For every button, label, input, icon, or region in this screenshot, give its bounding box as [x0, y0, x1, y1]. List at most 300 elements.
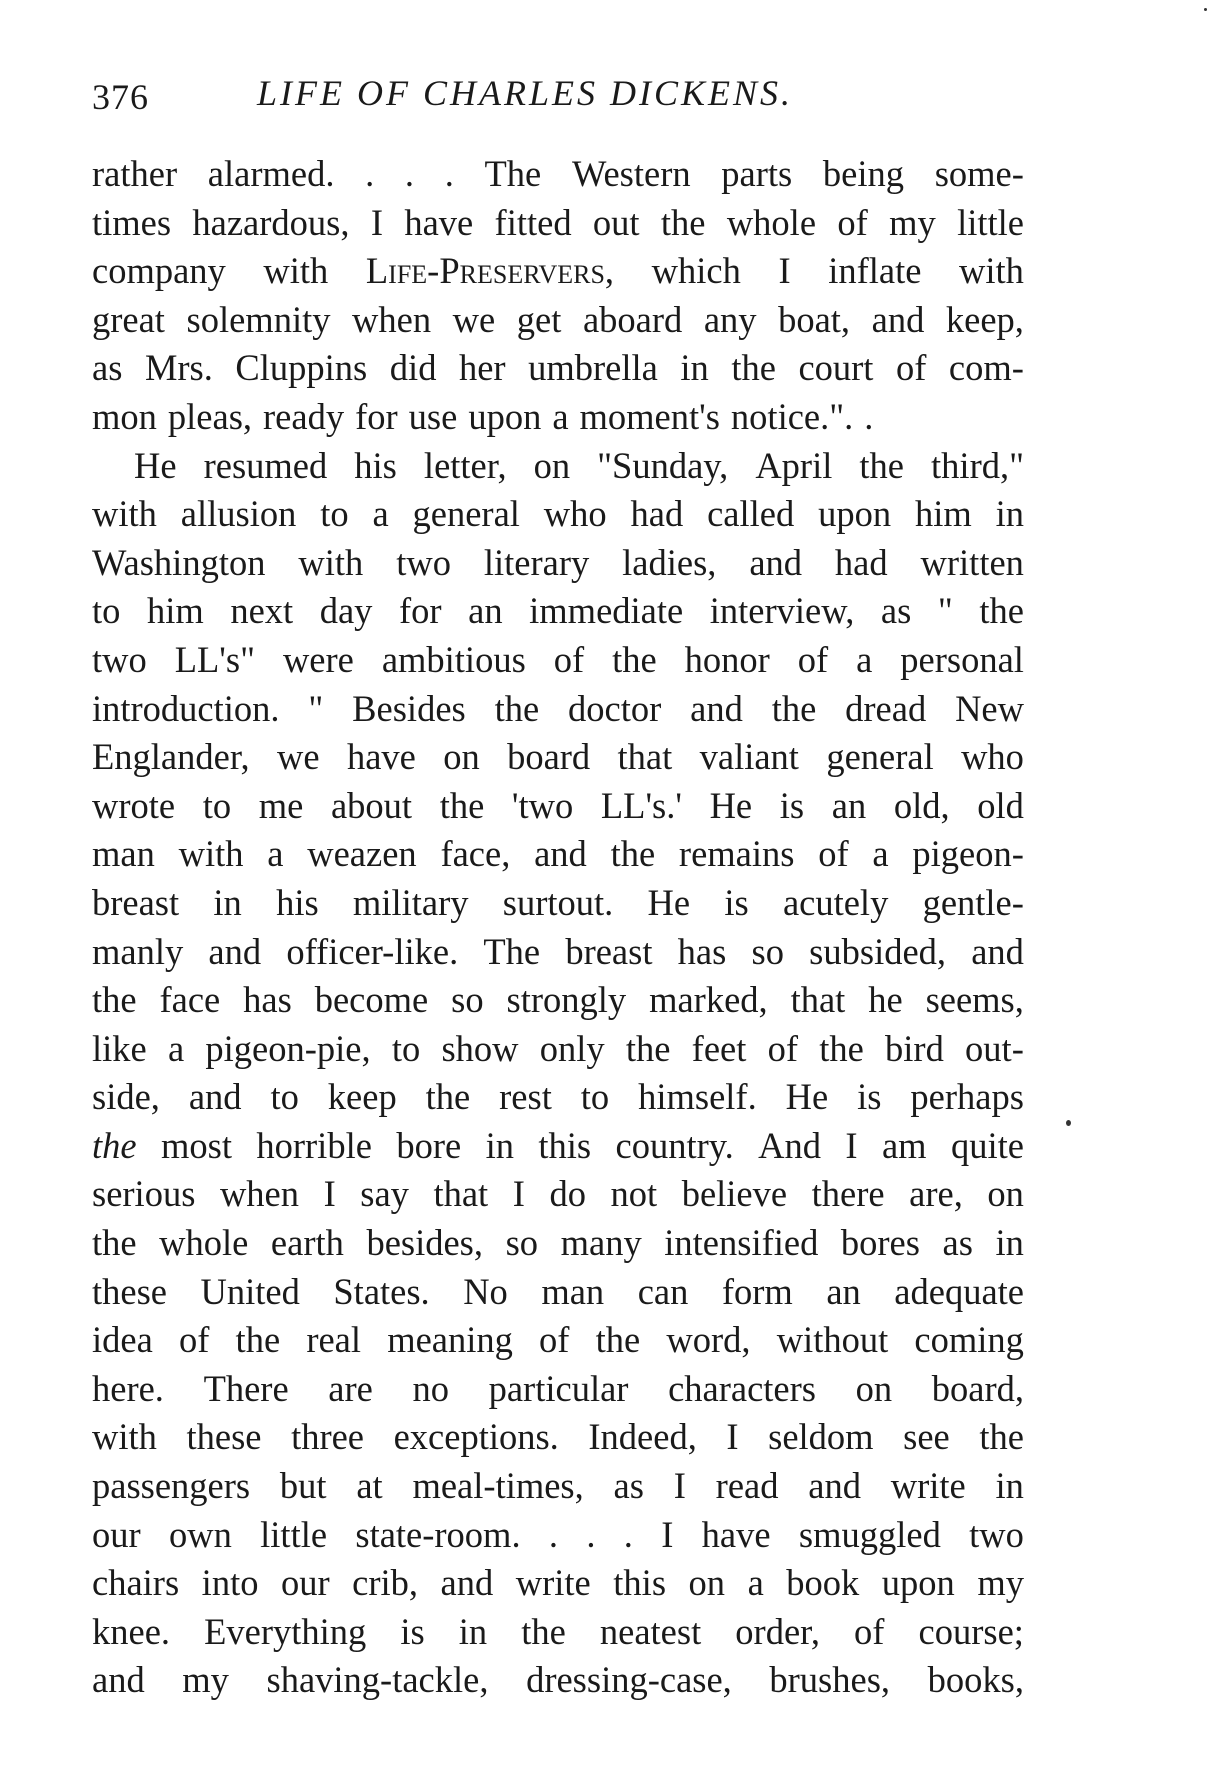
word: on	[443, 736, 480, 778]
word: have	[701, 1513, 771, 1555]
word: Indeed,	[588, 1416, 697, 1458]
word: .	[864, 395, 874, 437]
word: my	[977, 1562, 1024, 1604]
word: into	[201, 1562, 259, 1604]
word: doctor	[568, 687, 662, 729]
word: He	[785, 1076, 829, 1118]
word: but	[279, 1465, 327, 1507]
word: knee.	[92, 1610, 171, 1652]
word: moment's	[579, 395, 720, 437]
word: boat,	[778, 298, 851, 340]
word: read	[715, 1465, 779, 1507]
word: any	[703, 298, 757, 340]
word: is	[779, 784, 805, 826]
word: solemnity	[186, 298, 331, 340]
word: the	[859, 444, 904, 486]
word: allusion	[180, 493, 297, 535]
word: idea	[92, 1319, 153, 1361]
word: are	[328, 1367, 373, 1409]
word: interview,	[709, 590, 855, 632]
word: smuggled	[798, 1513, 941, 1555]
paragraph-start-line	[92, 442, 1024, 491]
word: for	[399, 590, 442, 632]
word: third,"	[931, 444, 1024, 486]
word: perhaps	[910, 1076, 1024, 1118]
word: man	[541, 1270, 605, 1312]
word: books,	[927, 1659, 1024, 1701]
word: for	[355, 395, 398, 437]
word: crib,	[352, 1562, 419, 1604]
word: can	[637, 1270, 689, 1312]
word: at	[356, 1465, 383, 1507]
word: to	[92, 590, 121, 632]
word: Life-Preservers,	[365, 250, 615, 292]
text-line	[92, 636, 1024, 685]
word: Cluppins	[235, 347, 368, 389]
word: to	[320, 493, 349, 535]
word: out-	[965, 1027, 1024, 1069]
word: in	[995, 1465, 1024, 1507]
word: most	[160, 1124, 232, 1166]
word: on	[987, 1173, 1024, 1215]
word: real	[306, 1319, 362, 1361]
word: bore	[396, 1124, 462, 1166]
word: him	[914, 493, 972, 535]
text-line	[92, 247, 1024, 296]
word: two	[92, 638, 147, 680]
word: mon	[92, 395, 157, 437]
word: "	[937, 590, 953, 632]
text-line	[92, 1462, 1024, 1511]
word: court	[798, 347, 874, 389]
word: the	[979, 590, 1024, 632]
word: inflate	[828, 250, 922, 292]
word: himself.	[638, 1076, 757, 1118]
word: .	[444, 153, 454, 194]
word: hazardous,	[192, 201, 350, 243]
word: believe	[681, 1173, 788, 1215]
word: Besides	[352, 687, 466, 729]
word: personal	[900, 638, 1024, 680]
word: face,	[440, 833, 511, 875]
word: were	[282, 638, 354, 680]
text-line	[92, 150, 1024, 199]
word: of	[539, 1319, 570, 1361]
word: He	[709, 784, 753, 826]
word: the	[425, 1076, 471, 1118]
word: upon	[468, 395, 542, 437]
scan-speck	[1204, 8, 1207, 11]
word: country.	[615, 1124, 734, 1166]
word: had	[630, 493, 684, 535]
word: rather	[92, 153, 178, 194]
word: No	[463, 1270, 508, 1312]
word: the	[979, 1416, 1024, 1458]
word: is	[724, 881, 749, 923]
word: adequate	[894, 1270, 1024, 1312]
word: exceptions.	[393, 1416, 559, 1458]
word: so	[451, 979, 484, 1021]
word: great	[92, 298, 165, 340]
word: bores	[840, 1222, 920, 1264]
word: pigeon-pie,	[205, 1027, 371, 1069]
word: marked,	[649, 979, 768, 1021]
word: next	[230, 590, 294, 632]
word: in	[485, 1124, 514, 1166]
running-head: LIFE OF CHARLES DICKENS.	[257, 73, 793, 113]
word: the	[92, 1124, 137, 1166]
word: an	[831, 784, 867, 826]
word: no	[412, 1367, 449, 1409]
word: do	[549, 1173, 586, 1215]
word: of	[854, 1610, 885, 1652]
text-line	[92, 199, 1024, 248]
word: the	[612, 638, 657, 680]
word: strongly	[506, 979, 627, 1021]
word: He	[134, 444, 177, 486]
word: valiant	[699, 736, 799, 778]
word: the	[660, 201, 706, 243]
word: as	[613, 1465, 644, 1507]
word: book	[786, 1562, 860, 1604]
word: with	[178, 833, 244, 875]
word: 'two	[511, 784, 574, 826]
word: and	[188, 1076, 242, 1118]
word: write	[890, 1465, 966, 1507]
word: surtout.	[502, 881, 614, 923]
word: face	[159, 979, 221, 1021]
word: aboard	[582, 298, 683, 340]
word: The	[484, 153, 542, 194]
word: Everything	[204, 1610, 367, 1652]
word: bird	[885, 1027, 944, 1069]
word: quite	[950, 1124, 1024, 1166]
word: breast	[92, 881, 180, 923]
word: as	[92, 347, 123, 389]
word: her	[458, 347, 506, 389]
word: in	[995, 1222, 1024, 1264]
word: I	[778, 250, 791, 292]
word: times	[92, 201, 172, 243]
word: who	[543, 493, 607, 535]
text-line	[92, 1559, 1024, 1608]
word: pigeon-	[912, 833, 1024, 875]
word: as	[942, 1222, 973, 1264]
word: am	[881, 1124, 927, 1166]
word: state-room.	[355, 1513, 521, 1555]
word: breast	[565, 930, 653, 972]
word: little	[260, 1513, 328, 1555]
word: and	[208, 930, 262, 972]
word: of	[895, 347, 927, 389]
word: like	[92, 1027, 147, 1069]
word: a	[872, 833, 889, 875]
text-line	[92, 1656, 1024, 1705]
word: a	[267, 833, 284, 875]
word: I	[370, 201, 383, 243]
text-line	[92, 296, 1024, 345]
word: his	[276, 881, 319, 923]
word: dread	[845, 687, 927, 729]
word: to	[580, 1076, 610, 1118]
page-number: 376	[92, 77, 149, 117]
word: the	[771, 687, 817, 729]
word: brushes,	[769, 1659, 891, 1701]
word: on	[855, 1367, 893, 1409]
word: there	[811, 1173, 885, 1215]
word: introduction.	[92, 687, 280, 729]
text-line	[92, 1122, 1024, 1171]
word: upon	[818, 493, 892, 535]
word: many	[560, 1222, 642, 1264]
word: get	[516, 298, 562, 340]
word: the	[235, 1319, 281, 1361]
word: see	[903, 1416, 950, 1458]
word: umbrella	[528, 347, 658, 389]
text-line	[92, 976, 1024, 1025]
word: these	[186, 1416, 262, 1458]
word: officer-like.	[286, 930, 459, 972]
word: alarmed.	[207, 153, 335, 194]
text-line	[92, 928, 1024, 977]
word: old	[977, 784, 1024, 826]
word: being	[822, 153, 905, 194]
word: Washington	[92, 541, 266, 583]
word: .	[623, 1513, 633, 1555]
word: April	[755, 444, 833, 486]
word: weazen	[307, 833, 417, 875]
text-line	[92, 830, 1024, 879]
word: ladies,	[622, 541, 717, 583]
word: ambitious	[381, 638, 526, 680]
word: have	[404, 201, 474, 243]
word: the	[731, 347, 776, 389]
word: which	[651, 250, 741, 292]
word: not	[610, 1173, 658, 1215]
word: subsided,	[809, 930, 947, 972]
word: and	[871, 298, 925, 340]
word: this	[538, 1124, 592, 1166]
word: with	[92, 493, 157, 535]
word: in	[995, 493, 1024, 535]
word: become	[314, 979, 429, 1021]
word: as	[880, 590, 912, 632]
word: serious	[92, 1173, 196, 1215]
word: when	[352, 298, 432, 340]
word: form	[721, 1270, 793, 1312]
word: and	[440, 1562, 494, 1604]
word: United	[200, 1270, 300, 1312]
word: literary	[483, 541, 590, 583]
word: letter,	[423, 444, 507, 486]
word: The	[483, 930, 541, 972]
word: meal-times,	[412, 1465, 584, 1507]
word: neatest	[599, 1610, 702, 1652]
word: the	[92, 1222, 137, 1264]
word: wrote	[92, 784, 176, 826]
word: characters	[668, 1367, 816, 1409]
word: besides,	[366, 1222, 484, 1264]
word: with	[298, 541, 364, 583]
text-line	[92, 490, 1024, 539]
text-line	[92, 733, 1024, 782]
word: I	[726, 1416, 739, 1458]
word: with	[959, 250, 1024, 292]
word: of	[797, 638, 829, 680]
word: the	[595, 1319, 641, 1361]
word: the	[494, 687, 540, 729]
word: the	[92, 979, 137, 1021]
word: .	[404, 153, 415, 194]
word: keep	[327, 1076, 397, 1118]
word: side,	[92, 1076, 160, 1118]
word: seems,	[925, 979, 1024, 1021]
word: is	[857, 1076, 882, 1118]
word: that	[433, 1173, 489, 1215]
word: to	[202, 784, 232, 826]
word: .	[548, 1513, 559, 1555]
word: write	[515, 1562, 591, 1604]
word: word,	[666, 1319, 751, 1361]
text-line	[92, 1268, 1024, 1317]
word: on	[533, 444, 571, 486]
text-line	[92, 1219, 1024, 1268]
word: general	[412, 493, 520, 535]
word: earth	[270, 1222, 344, 1264]
word: we	[277, 736, 320, 778]
word: whole	[726, 201, 817, 243]
word: that	[790, 979, 846, 1021]
word: without	[776, 1319, 889, 1361]
text-line	[92, 879, 1024, 928]
word: LL's.'	[600, 784, 682, 826]
word: our	[92, 1513, 141, 1555]
word: I	[845, 1124, 858, 1166]
text-line	[92, 1316, 1024, 1365]
scan-speck	[1066, 1120, 1071, 1126]
word: are,	[909, 1173, 963, 1215]
word: use	[408, 395, 458, 437]
word: two	[969, 1513, 1024, 1555]
text-line	[92, 1170, 1024, 1219]
word: board,	[931, 1367, 1024, 1409]
word: an	[468, 590, 503, 632]
word: in	[458, 1610, 488, 1652]
text-line	[92, 1025, 1024, 1074]
word: "	[308, 687, 324, 729]
word: dressing-case,	[526, 1659, 732, 1701]
word: I	[323, 1173, 336, 1215]
text-line	[92, 393, 1024, 442]
text-line	[92, 1365, 1024, 1414]
word: immediate	[529, 590, 684, 632]
word: an	[826, 1270, 861, 1312]
word: fitted	[494, 201, 572, 243]
word: a	[856, 638, 873, 680]
word: of	[553, 638, 585, 680]
word: him	[146, 590, 204, 632]
word: three	[291, 1416, 365, 1458]
word: order,	[735, 1610, 820, 1652]
word: of	[837, 201, 868, 243]
word: day	[319, 590, 373, 632]
word: the	[610, 833, 656, 875]
word: shaving-tackle,	[266, 1659, 489, 1701]
word: some-	[934, 153, 1024, 194]
word: and	[534, 833, 587, 875]
word: of	[818, 833, 849, 875]
word: And	[758, 1124, 822, 1166]
word: Mrs.	[144, 347, 213, 389]
word: written	[920, 541, 1024, 583]
word: of	[767, 1027, 798, 1069]
word: particular	[488, 1367, 629, 1409]
word: I	[661, 1513, 674, 1555]
word: of	[178, 1319, 210, 1361]
word: Englander,	[92, 736, 250, 778]
word: seldom	[768, 1416, 874, 1458]
word: old,	[893, 784, 950, 826]
word: a	[552, 395, 569, 437]
word: in	[213, 881, 242, 923]
word: and	[808, 1465, 861, 1507]
word: manly	[92, 930, 184, 972]
word: board	[507, 736, 591, 778]
text-line	[92, 1413, 1024, 1462]
word: my	[182, 1659, 229, 1701]
word: course;	[918, 1610, 1024, 1652]
word: me	[258, 784, 304, 826]
word: in	[680, 347, 709, 389]
word: horrible	[256, 1124, 372, 1166]
word: a	[167, 1027, 185, 1069]
word: man	[92, 833, 155, 875]
word: I	[673, 1465, 686, 1507]
word: and	[690, 687, 743, 729]
word: we	[452, 298, 496, 340]
word: whole	[159, 1222, 249, 1264]
word: There	[203, 1367, 289, 1409]
word: little	[957, 201, 1024, 243]
word: com-	[948, 347, 1024, 389]
word: company	[92, 250, 226, 292]
word: these	[92, 1270, 167, 1312]
text-line	[92, 685, 1024, 734]
word: my	[889, 201, 936, 243]
word: parts	[721, 153, 793, 194]
word: here.	[92, 1367, 164, 1409]
word: remains	[678, 833, 795, 875]
word: this	[613, 1562, 667, 1604]
word: and	[92, 1659, 145, 1701]
word: keep,	[945, 298, 1024, 340]
word: a	[747, 1562, 764, 1604]
word: on	[688, 1562, 726, 1604]
word: so	[751, 930, 784, 972]
word: the	[439, 784, 485, 826]
word: pleas,	[167, 395, 253, 437]
word: .	[365, 153, 375, 194]
word: own	[168, 1513, 232, 1555]
word: chairs	[92, 1562, 180, 1604]
word: New	[955, 687, 1024, 729]
word: He	[647, 881, 691, 923]
word: who	[961, 736, 1024, 778]
word: general	[826, 736, 934, 778]
word: a	[372, 493, 389, 535]
word: had	[834, 541, 888, 583]
word: the	[819, 1027, 864, 1069]
